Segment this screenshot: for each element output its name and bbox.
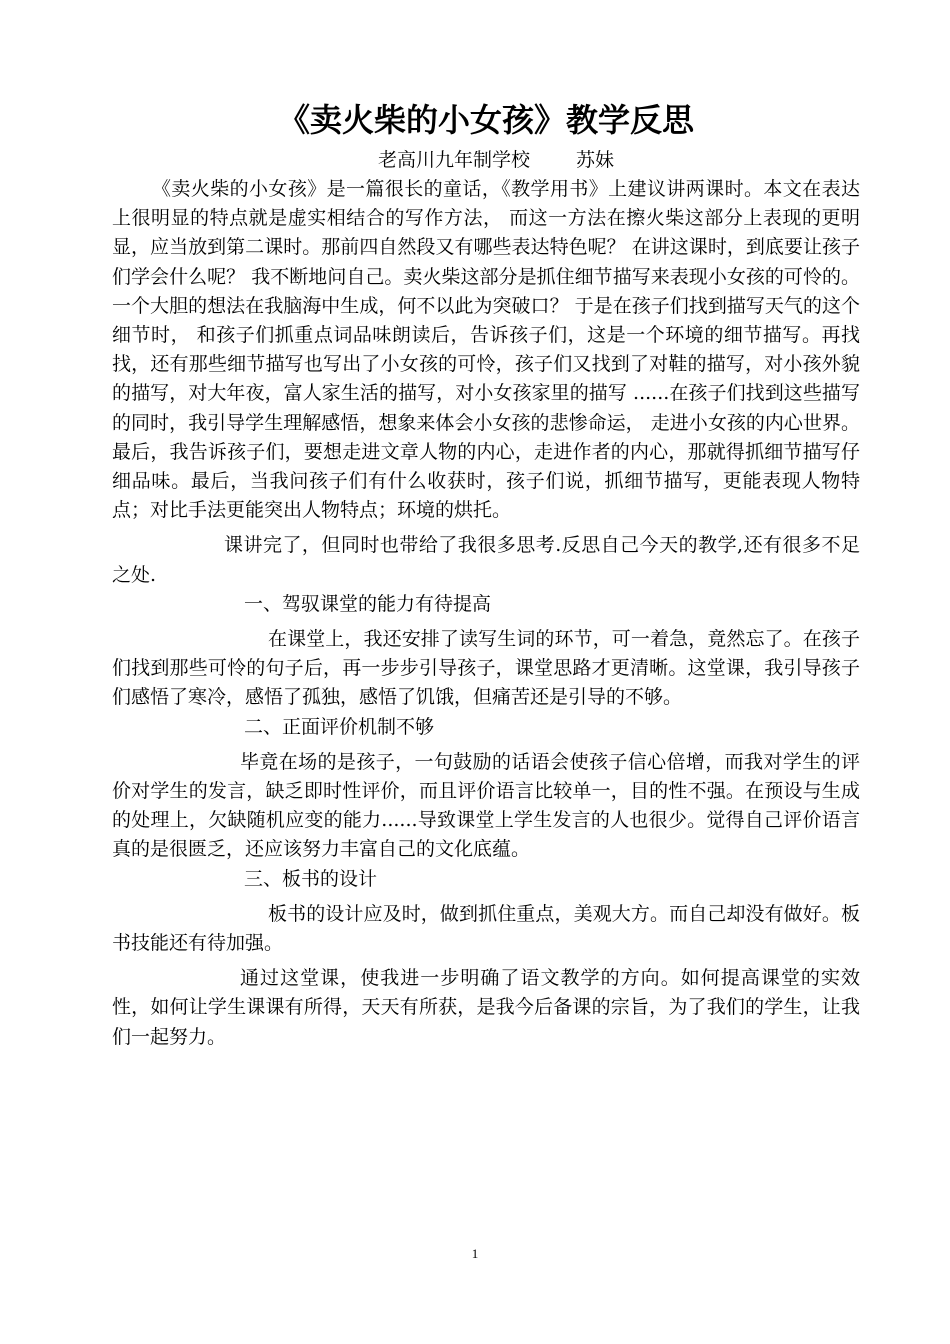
author-name: 苏妹 [576,149,615,171]
section-paragraph-1: 在课堂上，我还安排了读写生词的环节，可一着急，竟然忘了。在孩子们找到那些可怜的句子后，再一步步引导孩子，课堂思路才更清晰。这堂课，我引导孩子们感悟了寒冷，感悟了孤独，感悟了饥饿，但痛苦还是引导的不够。 [112,628,860,709]
document-page [112,96,860,1052]
byline [112,146,860,175]
page-number: 1 [471,1246,479,1261]
section-heading-2: 二、正面评价机制不够 [244,715,435,738]
section-paragraph-2: 毕竟在场的是孩子，一句鼓励的话语会使孩子信心倍增，而我对学生的评价对学生的发言，缺乏即时性评价，而且评价语言比较单一，目的性不强。在预设与生成的处理上，欠缺随机应变的能力......导致课堂上学生发言的人也很少。觉得自己评价语言真的是很匮乏，还应该努力丰富自己的文化底蕴。 [112,750,860,861]
section-heading-1: 一、驾驭课堂的能力有待提高 [244,592,492,615]
section-paragraph-3: 板书的设计应及时，做到抓住重点，美观大方。而自己却没有做好。板书技能还有待加强。 [112,902,860,955]
conclusion-paragraph: 通过这堂课，使我进一步明确了语文教学的方向。如何提高课堂的实效性，如何让学生课课有所得，天天有所获，是我今后备课的宗旨，为了我们的学生，让我们一起努力。 [112,967,860,1048]
transition-paragraph: 课讲完了，但同时也带给了我很多思考.反思自己今天的教学,还有很多不足之处. [112,534,860,586]
intro-paragraph: 《卖火柴的小女孩》是一篇很长的童话，《教学用书》上建议讲两课时。本文在表达上很明显的特点就是虚实相结合的写作方法， 而这一方法在擦火柴这部分上表现的更明显，应当放到第二课时。那前四自然段又有哪些表达特色呢？ 在讲这课时，到底要让孩子们学会什么呢？ 我不断地问自己。卖火柴这部分是抓住细节描写来表现小女孩的可怜的。一个大胆的想法在我脑海中生成，何不以此为突破口？ 于是在孩子们找到描写天气的这个细节时， 和孩子们抓重点词品味朗读后，告诉孩子们，这是一个环境的细节描写。再找找，还有那些细节描写也写出了小女孩的可怜，孩子们又找到了对鞋的描写，对小孩外貌的描写，对大年夜，富人家生活的描写，对小女孩家里的描写 ......在孩子们找到这些描写的同时，我引导学生理解感悟，想象来体会小女孩的悲惨命运， 走进小女孩的内心世界。 最后，我告诉孩子们，要想走进文章人物的内心，走进作者的内心，那就得抓细节描写仔细品味。最后，当我问孩子们有什么收获时，孩子们说，抓细节描写，更能表现人物特点；对比手法更能突出人物特点；环境的烘托。 [112,178,860,522]
section-heading-3: 三、板书的设计 [244,867,378,890]
school-name: 老高川九年制学校 [377,149,530,171]
document-title: 《卖火柴的小女孩》教学反思 [277,101,694,139]
